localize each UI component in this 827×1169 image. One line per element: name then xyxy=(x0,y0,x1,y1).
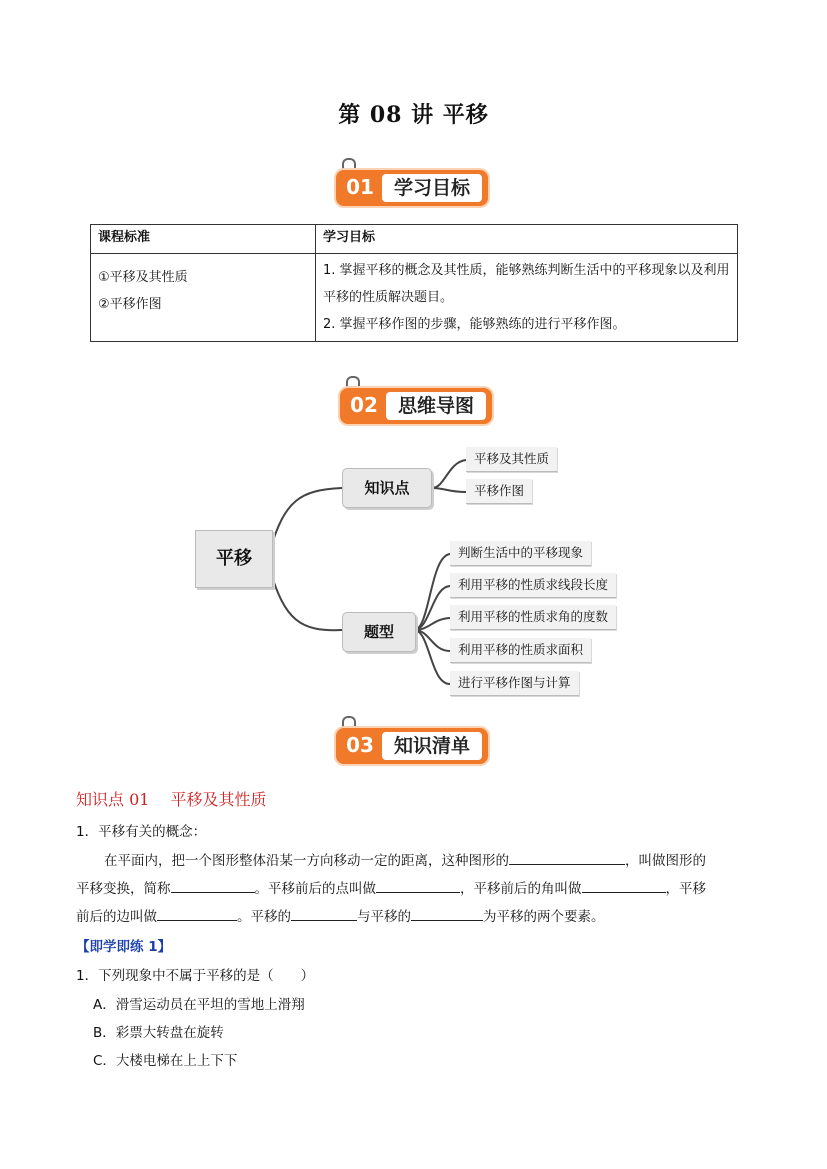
paragraph-text: 为平移的两个要素。 xyxy=(483,909,605,925)
paragraph-text: ，平移 xyxy=(665,881,706,897)
section-label: 学习目标 xyxy=(382,174,482,202)
fill-blank[interactable] xyxy=(376,876,460,893)
section-label: 思维导图 xyxy=(386,392,486,420)
concept-paragraph xyxy=(76,847,756,931)
section-number: 02 xyxy=(350,393,378,417)
table-header-standard: 课程标准 xyxy=(91,225,316,254)
paragraph-text: ，平移前后的角叫做 xyxy=(460,881,582,897)
practice-question: 1．下列现象中不属于平移的是（ ） xyxy=(76,968,315,984)
standard-item: ②平移作图 xyxy=(98,297,162,312)
practice-label: 【即学即练 1】 xyxy=(76,939,172,955)
mindmap-leaf: 利用平移的性质求面积 xyxy=(450,638,591,663)
connector-root-branch2 xyxy=(270,570,342,630)
mindmap-leaf: 进行平移作图与计算 xyxy=(450,671,579,696)
paragraph-text: 与平移的 xyxy=(357,909,411,925)
paragraph-text: 平移变换，简称 xyxy=(76,881,171,897)
mindmap-leaf: 利用平移的性质求角的度数 xyxy=(450,605,616,630)
answer-option-a[interactable]: A．滑雪运动员在平坦的雪地上滑翔 xyxy=(93,997,305,1013)
paragraph-text: 。平移前后的点叫做 xyxy=(254,881,376,897)
answer-option-b[interactable]: B．彩票大转盘在旋转 xyxy=(93,1025,224,1041)
paragraph-text: 。平移的 xyxy=(237,909,291,925)
mindmap-branch-knowledge: 知识点 xyxy=(342,468,432,508)
paragraph-text: ，叫做图形的 xyxy=(625,853,706,869)
paragraph-text: 在平面内，把一个图形整体沿某一方向移动一定的距离，这种图形的 xyxy=(104,853,509,869)
mindmap-leaf: 利用平移的性质求线段长度 xyxy=(450,573,616,598)
mindmap-leaf: 平移作图 xyxy=(466,479,532,504)
fill-blank[interactable] xyxy=(411,904,483,921)
fill-blank[interactable] xyxy=(509,848,625,865)
mindmap-branch-types: 题型 xyxy=(342,612,416,652)
connector-root-branch1 xyxy=(270,488,342,550)
standard-item: ①平移及其性质 xyxy=(98,270,188,285)
section-number: 03 xyxy=(346,733,374,757)
paragraph-text: 前后的边叫做 xyxy=(76,909,157,925)
fill-blank[interactable] xyxy=(582,876,666,893)
answer-option-c[interactable]: C．大楼电梯在上上下下 xyxy=(93,1053,238,1069)
section-number: 01 xyxy=(346,175,374,199)
goal-item: 2. 掌握平移作图的步骤，能够熟练的进行平移作图。 xyxy=(323,317,626,332)
connector-leaf xyxy=(414,630,450,684)
fill-blank[interactable] xyxy=(171,876,255,893)
fill-blank[interactable] xyxy=(157,904,237,921)
fill-blank[interactable] xyxy=(291,904,357,921)
knowledge-item: 1．平移有关的概念： xyxy=(76,824,207,840)
knowledge-point-title: 知识点 01 平移及其性质 xyxy=(76,790,267,809)
mindmap-leaf: 判断生活中的平移现象 xyxy=(450,541,591,566)
section-label: 知识清单 xyxy=(382,732,482,760)
connector-leaf xyxy=(432,488,466,492)
table-header-goal: 学习目标 xyxy=(316,225,738,254)
mindmap-root: 平移 xyxy=(195,530,273,588)
page-title: 第 08 讲 平移 xyxy=(338,102,489,128)
mindmap-leaf: 平移及其性质 xyxy=(466,447,557,472)
connector-leaf xyxy=(432,460,466,488)
goal-item: 1. 掌握平移的概念及其性质，能够熟练判断生活中的平移现象以及利用平移的性质解决题目。 xyxy=(323,263,730,305)
